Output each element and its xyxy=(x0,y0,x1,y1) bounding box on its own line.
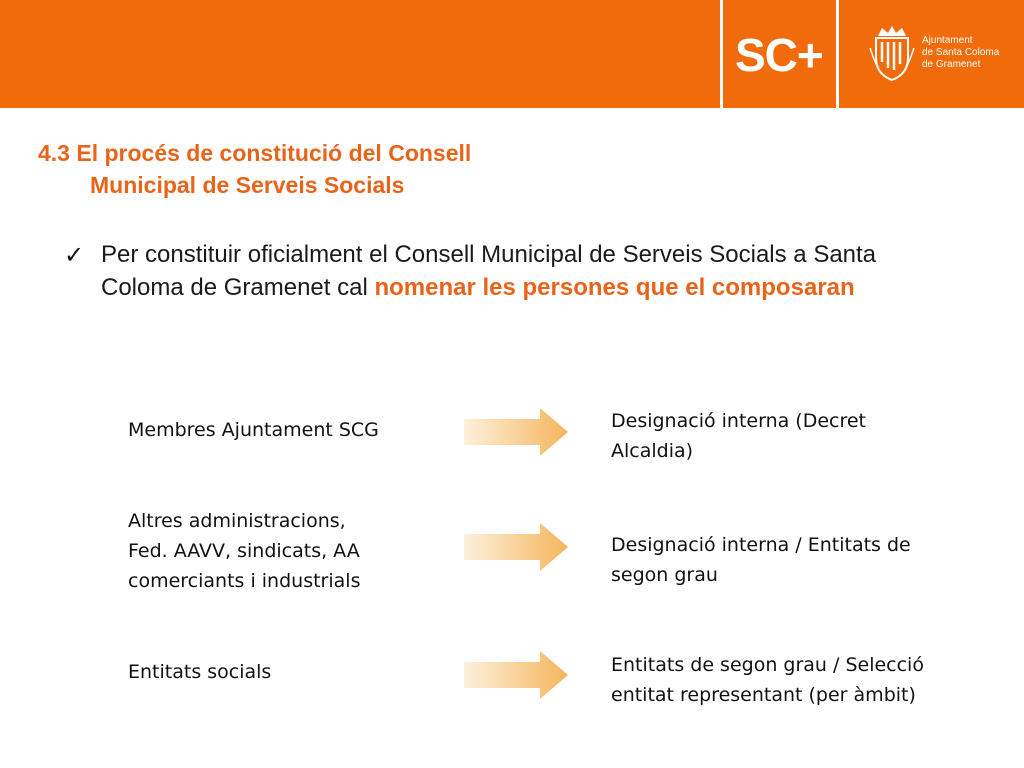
ajuntament-line: de Gramenet xyxy=(922,59,981,70)
designation-line: segon grau xyxy=(611,564,718,586)
designation-method-row3 xyxy=(611,650,924,710)
member-category-row2 xyxy=(128,506,360,596)
designation-line: entitat representant (per àmbit) xyxy=(611,684,916,706)
designation-line: Designació interna (Decret xyxy=(611,410,867,432)
member-category-line: Entitats socials xyxy=(128,661,272,683)
header-divider xyxy=(720,0,723,108)
ajuntament-line: Ajuntament xyxy=(922,35,973,46)
ajuntament-name xyxy=(922,35,999,71)
intro-text: Per constituir oficialment el Consell Municipal de Serveis Socials a Santa Coloma de Gramenet cal xyxy=(101,241,877,301)
arrow-right-icon xyxy=(462,649,570,701)
slide-title xyxy=(38,137,471,201)
ajuntament-line: de Santa Coloma xyxy=(922,47,1000,58)
designation-line: Entitats de segon grau / Selecció xyxy=(611,654,924,676)
arrow-right-icon xyxy=(462,406,570,458)
member-category-row1 xyxy=(128,415,379,445)
header-bar xyxy=(0,0,1024,108)
designation-line: Alcaldia) xyxy=(611,440,694,462)
city-crest-icon xyxy=(868,24,916,84)
slide-title-line1: 4.3 El procés de constitució del Consell xyxy=(38,140,472,166)
designation-method-row1 xyxy=(611,406,866,466)
designation-line: Designació interna / Entitats de xyxy=(611,534,911,556)
header-divider xyxy=(836,0,839,108)
member-category-line: Fed. AAVV, sindicats, AA xyxy=(128,540,360,562)
intro-highlight: nomenar les persones que el composaran xyxy=(374,274,855,301)
member-category-line: Membres Ajuntament SCG xyxy=(128,419,379,441)
checkmark-icon: ✓ xyxy=(64,242,85,269)
member-category-line: comerciants i industrials xyxy=(128,570,361,592)
intro-paragraph xyxy=(101,238,961,304)
slide-title-line2: Municipal de Serveis Socials xyxy=(90,172,405,198)
sc-plus-logo: SC+ xyxy=(735,29,823,81)
member-category-line: Altres administracions, xyxy=(128,510,346,532)
designation-method-row2 xyxy=(611,530,911,590)
arrow-right-icon xyxy=(462,521,570,573)
member-category-row3 xyxy=(128,657,271,687)
